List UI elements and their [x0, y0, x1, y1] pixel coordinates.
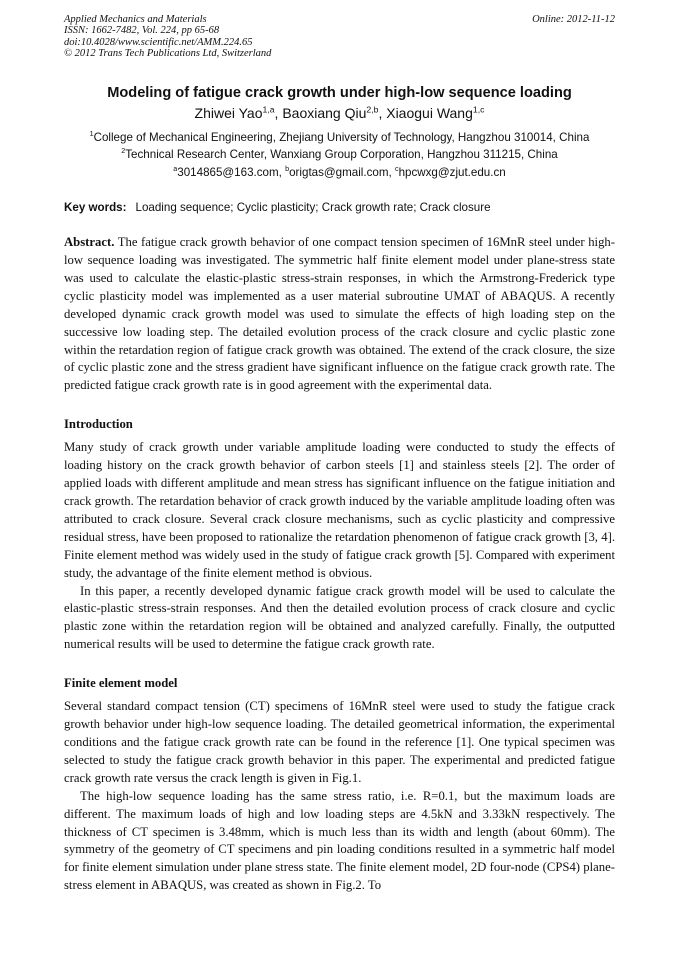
email-link[interactable]: hpcwxg@zjut.edu.cn [398, 165, 506, 179]
journal-name: Applied Mechanics and Materials [64, 14, 207, 25]
paper-title: Modeling of fatigue crack growth under high-low sequence loading [107, 84, 572, 101]
author-affil-mark: 1,a [262, 103, 275, 114]
email-mark: c [394, 163, 399, 173]
section-finite-element-model [64, 674, 615, 895]
journal-copyright: © 2012 Trans Tech Publications Ltd, Switzerland [64, 48, 272, 60]
author-name: Baoxiang Qiu [282, 104, 367, 121]
paragraph: In this paper, a recently developed dynamic fatigue crack growth model will be used to calculate the elastic-plastic stress-strain responses. And then the detailed evolution process of crack closure and cyclic plastic zone within the retardation region will be obtained and analyzed carefully. Finally, the outputted numerical results will be used to determine the fatigue crack growth rate. [64, 583, 615, 652]
abstract-label: Abstract. [64, 235, 115, 250]
abstract [64, 234, 615, 395]
affiliation-text: College of Mechanical Engineering, Zhejiang University of Technology, Hangzhou 310014, China [93, 130, 590, 144]
paragraph: The high-low sequence loading has the same stress ratio, i.e. R=0.1, but the maximum loads are different. The maximum loads of high and low loading steps are 4.5kN and 3.33kN respectively. The thickness of CT specimen is 3.48mm, which is much less than its width and length (about 60mm). The symmetry of the geometry of CT specimens and pin loading conditions resulted in a symmetric half model for finite element simulation under plane stress state. The finite element model, 2D four-node (CPS4) plane-stress element in ABAQUS, was created as shown in Fig.2. To [64, 788, 615, 893]
author-affil-mark: 2,b [366, 103, 379, 114]
online-date: Online: 2012-11-12 [532, 14, 615, 25]
keywords [64, 200, 615, 216]
abstract-text: The fatigue crack growth behavior of one compact tension specimen of 16MnR steel under high-low sequence loading was investigated. The symmetric half finite element model under plane-stress state was used to calculate the elastic-plastic stress-strain responses, in which the Armstrong-Frederick type cyclic plasticity model was implemented as a user material subroutine UMAT of ABAQUS. A recently developed dynamic crack growth model was used to simulate the effects of high loading step on the successive low loading step. The detailed evolution process of the crack closure and cyclic plastic zone within the retardation region of fatigue crack growth was obtained. The extend of the crack closure, the size of cyclic plastic zone and the stress gradient have significant influence on the fatigue crack growth rate. The predicted fatigue crack growth rate is in good agreement with the experimental data. [64, 235, 615, 393]
affiliation-mark: 2 [121, 146, 126, 156]
author-name: Xiaogui Wang [386, 104, 473, 121]
affiliation-mark: 1 [89, 128, 94, 138]
affiliation-text: Technical Research Center, Wanxiang Group Corporation, Hangzhou 311215, China [125, 148, 558, 162]
email-link[interactable]: origtas@gmail.com [289, 165, 389, 179]
paragraph: Several standard compact tension (CT) specimens of 16MnR steel were used to study the fatigue crack growth behavior under high-low sequence loading. The detailed geometrical information, the experimental conditions and the fatigue crack growth rate can be found in the reference [1]. One typical specimen was selected to study the fatigue crack growth behavior in this paper. The experimental and predicted fatigue crack growth rate versus the crack length is given in Fig.1. [64, 699, 615, 785]
journal-masthead [64, 14, 615, 60]
email-mark: a [173, 163, 178, 173]
keywords-text: Loading sequence; Cyclic plasticity; Crack growth rate; Crack closure [135, 201, 491, 215]
paragraph: Many study of crack growth under variable amplitude loading were conducted to study the effects of loading history on the crack growth behavior of carbon steels [1] and stainless steels [2]. The order of applied loads with different amplitude and mean stress has significant influence on the fatigue initiation and crack growth. The retardation behavior of crack growth induced by the variable amplitude loading often was attributed to crack closure. Several crack closure mechanisms, such as cyclic plasticity and compressive residual stress, have been proposed to rationalize the retardation phenomenon of fatigue crack growth [3, 4]. Finite element method was widely used in the study of fatigue crack growth [5]. Compared with experiment study, the advantage of the finite element method is obvious. [64, 440, 615, 580]
section-introduction [64, 415, 615, 654]
keywords-label: Key words: [64, 201, 127, 215]
journal-doi[interactable]: doi:10.4028/www.scientific.net/AMM.224.65 [64, 36, 253, 48]
author-list: Zhiwei Yao$^{1,a}$, Baoxiang Qiu$^{2,b}$, Xiaogui Wang$^{1,c}$ [194, 103, 485, 121]
author-affil-mark: 1,c [472, 103, 485, 114]
email-link[interactable]: 3014865@163.com [177, 165, 279, 179]
author-name: Zhiwei Yao [194, 104, 263, 121]
affiliation [64, 129, 615, 147]
journal-issn: ISSN: 1662-7482, Vol. 224, pp 65-68 [64, 25, 220, 37]
email-list: $^a$3014865@163.com, $^b$origtas@gmail.com, $^c$hpcwxg@zjut.edu.cn [173, 163, 506, 179]
email-mark: b [285, 163, 290, 173]
affiliation [64, 146, 615, 164]
section-heading: Introduction [64, 417, 133, 432]
section-heading: Finite element model [64, 676, 178, 691]
